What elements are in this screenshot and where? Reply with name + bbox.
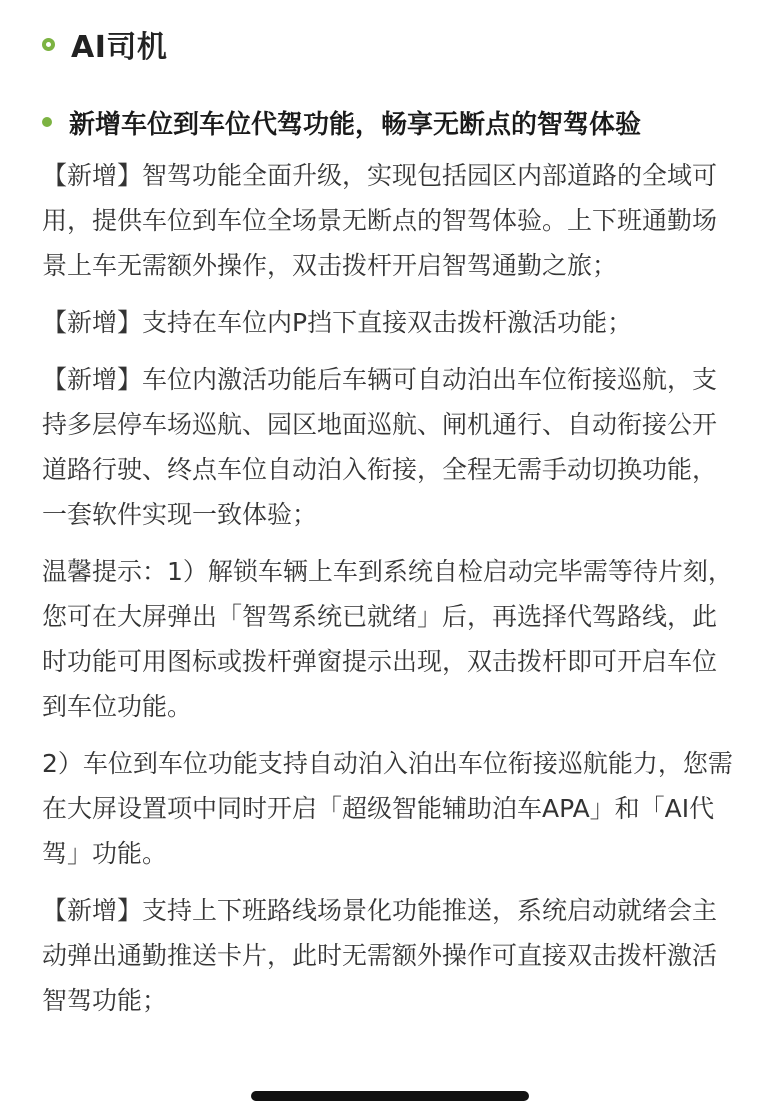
ring-bullet-icon (42, 38, 55, 51)
home-indicator[interactable] (251, 1091, 529, 1101)
paragraph-new-full-scene: 【新增】智驾功能全面升级，实现包括园区内部道路的全域可用，提供车位到车位全场景无断点的智驾体验。上下班通勤场景上车无需额外操作，双击拨杆开启智驾通勤之旅； (42, 161, 718, 280)
paragraph-new-commute-push: 【新增】支持上下班路线场景化功能推送，系统启动就绪会主动弹出通勤推送卡片，此时无需额外操作可直接双击拨杆激活智驾功能； (42, 896, 718, 1015)
feature-title: 新增车位到车位代驾功能，畅享无断点的智驾体验 (69, 109, 642, 140)
paragraph-new-auto-park-out: 【新增】车位内激活功能后车辆可自动泊出车位衔接巡航，支持多层停车场巡航、园区地面巡航、闸机通行、自动衔接公开道路行驶、终点车位自动泊入衔接，全程无需手动切换功能，一套软件实现一致体验； (42, 365, 718, 529)
paragraph-tip-1: 温馨提示：1）解锁车辆上车到系统自检启动完毕需等待片刻，您可在大屏弹出「智驾系统已就绪」后，再选择代驾路线，此时功能可用图标或拨杆弹窗提示出现，双击拨杆即可开启车位到车位功能。 (42, 557, 733, 721)
dot-bullet-icon (42, 117, 52, 127)
feature-description (42, 153, 734, 1035)
section-header (42, 22, 167, 66)
section-title: AI司机 (71, 30, 168, 65)
paragraph-tip-2: 2）车位到车位功能支持自动泊入泊出车位衔接巡航能力，您需在大屏设置项中同时开启「超级智能辅助泊车APA」和「AI代驾」功能。 (42, 749, 733, 868)
paragraph-new-p-gear-activation: 【新增】支持在车位内P挡下直接双击拨杆激活功能； (42, 308, 633, 337)
feature-header (42, 102, 641, 142)
